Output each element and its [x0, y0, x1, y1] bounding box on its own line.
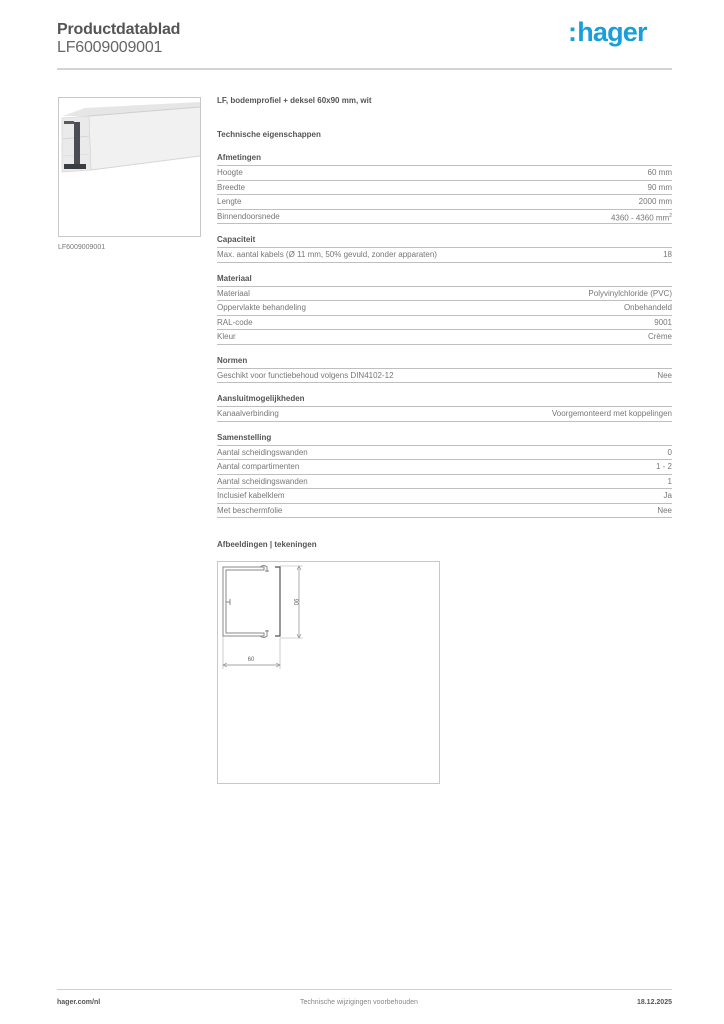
row-value: 60 mm [647, 168, 672, 177]
product-photo [58, 97, 201, 237]
row-label: Kanaalverbinding [217, 409, 279, 418]
group-title: Afmetingen [217, 153, 672, 166]
group-afmetingen [217, 153, 672, 224]
footer-notice: Technische wijzigingen voorbehouden [300, 999, 418, 1006]
group-capaciteit [217, 235, 672, 263]
row-label: Binnendoorsnede [217, 211, 280, 221]
group-materiaal [217, 274, 672, 345]
table-row [217, 301, 672, 316]
row-label: Aantal scheidingswanden [217, 476, 308, 486]
logo-colon: : [568, 17, 577, 47]
header-divider [57, 68, 672, 70]
row-value: Nee [657, 370, 672, 380]
page-title: Productdatablad [57, 21, 181, 38]
row-label: Aantal scheidingswanden [217, 447, 308, 457]
logo-text: hager [577, 17, 647, 47]
row-label: Met beschermfolie [217, 505, 283, 515]
footer-website-link[interactable]: hager.com/nl [57, 999, 101, 1006]
row-value: Crème [647, 332, 672, 341]
row-label: Kleur [217, 332, 236, 341]
width-dimension-label: 60 [247, 657, 255, 663]
row-value: Ja [663, 491, 672, 500]
group-aansluitmogelijkheden [217, 394, 672, 422]
row-value: Voorgemonteerd met koppelingen [551, 409, 672, 418]
hager-logo [568, 17, 647, 48]
table-row [217, 181, 672, 196]
group-title: Capaciteit [217, 235, 672, 248]
superscript: 2 [669, 212, 672, 219]
table-row [217, 369, 672, 384]
row-label: Oppervlakte behandeling [217, 303, 306, 312]
footer-divider [57, 989, 672, 990]
table-row [217, 210, 672, 225]
row-value: 1 - 2 [655, 462, 672, 471]
table-row [217, 475, 672, 490]
table-row [217, 330, 672, 345]
row-value: Onbehandeld [623, 303, 672, 312]
group-samenstelling [217, 433, 672, 519]
cable-duct-image-icon [59, 98, 200, 236]
row-label: Aantal compartimenten [217, 462, 300, 471]
row-value: 1 [667, 476, 672, 486]
cross-section-drawing-icon [218, 562, 439, 783]
table-row [217, 446, 672, 461]
row-value [611, 210, 672, 224]
group-normen [217, 356, 672, 384]
footer-date: 18.12.2025 [636, 999, 672, 1006]
table-row [217, 195, 672, 210]
table-row [217, 460, 672, 475]
row-value: 18 [663, 250, 672, 259]
photo-caption: LF6009009001 [58, 244, 106, 251]
table-row [217, 166, 672, 181]
group-title: Materiaal [217, 274, 672, 287]
row-value: Nee [657, 505, 672, 515]
row-label: Geschikt voor functiebehoud volgens DIN4102-12 [217, 370, 394, 380]
table-row [217, 287, 672, 302]
group-title: Aansluitmogelijkheden [217, 394, 672, 407]
product-description: LF, bodemprofiel + deksel 60x90 mm, wit [217, 96, 372, 105]
row-value: Polyvinylchloride (PVC) [588, 288, 672, 298]
row-label: Breedte [217, 182, 246, 192]
row-label: Materiaal [217, 288, 250, 298]
row-label: Hoogte [217, 168, 243, 177]
height-dimension-label: 90 [292, 598, 298, 606]
product-code: LF6009009001 [57, 39, 163, 56]
technical-drawing [217, 561, 440, 784]
row-label: Lengte [217, 197, 242, 206]
technical-properties-title: Technische eigenschappen [217, 130, 321, 139]
row-label: Inclusief kabelklem [217, 491, 285, 500]
row-value: 9001 [654, 317, 672, 327]
table-row [217, 489, 672, 504]
row-label: RAL-code [217, 317, 253, 327]
row-value-text: 4360 - 4360 mm [610, 213, 670, 223]
row-value: 0 [667, 447, 672, 457]
table-row [217, 316, 672, 331]
row-value: 2000 mm [638, 197, 672, 206]
product-properties [217, 96, 672, 552]
group-title: Samenstelling [217, 433, 672, 446]
table-row [217, 248, 672, 263]
row-value: 90 mm [647, 182, 672, 192]
drawings-title: Afbeeldingen | tekeningen [217, 540, 317, 549]
group-title: Normen [217, 356, 672, 369]
row-label: Max. aantal kabels (Ø 11 mm, 50% gevuld, zonder apparaten) [217, 250, 437, 259]
table-row [217, 407, 672, 422]
table-row [217, 504, 672, 519]
